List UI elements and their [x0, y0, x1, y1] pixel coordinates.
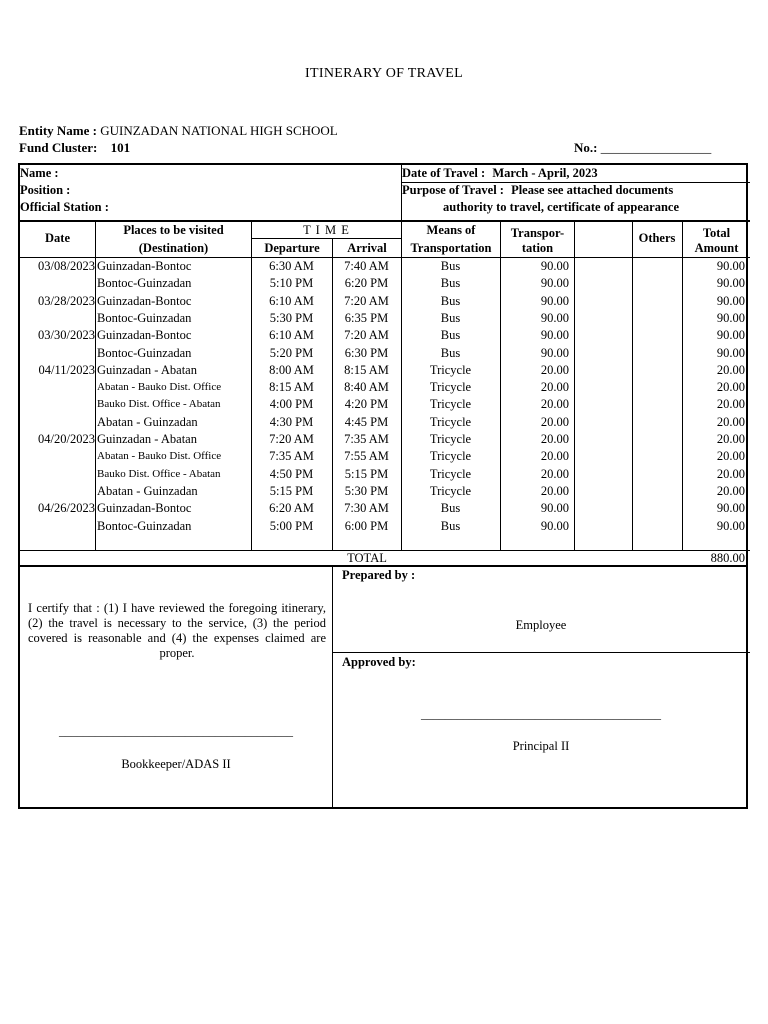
row-means: Tricycle	[429, 483, 472, 498]
row-means: Tricycle	[429, 380, 472, 395]
col-others-header: Others	[638, 231, 676, 245]
row-total-amount: 90.00	[716, 310, 745, 325]
row-means: Bus	[440, 518, 461, 533]
prepared-by-label: Prepared by :	[342, 568, 416, 582]
employee-title: Employee	[515, 618, 567, 632]
principal-signature-line: ________________________________________	[421, 707, 661, 721]
row-total-amount: 90.00	[716, 276, 745, 291]
col-places-header-1: Places to be visited	[123, 223, 224, 237]
row-departure: 5:30 PM	[269, 310, 314, 325]
principal-title: Principal II	[512, 739, 570, 753]
row-arrival: 6:35 PM	[344, 310, 389, 325]
row-departure: 5:15 PM	[269, 483, 314, 498]
entity-name-value: GUINZADAN NATIONAL HIGH SCHOOL	[100, 123, 338, 138]
col-places-header-2: (Destination)	[138, 241, 209, 255]
row-destination: Abatan - Guinzadan	[97, 483, 198, 498]
row-means: Tricycle	[429, 397, 472, 412]
col-means-header-2: Transportation	[410, 241, 492, 255]
row-transportation: 90.00	[540, 345, 569, 360]
row-transportation: 20.00	[540, 397, 569, 412]
entity-name	[19, 123, 338, 139]
row-departure: 6:20 AM	[269, 501, 314, 516]
row-arrival: 8:40 AM	[344, 380, 389, 395]
row-destination: Bauko Dist. Office - Abatan	[97, 467, 221, 480]
row-destination: Bontoc-Guinzadan	[97, 345, 192, 360]
fund-cluster-value: 101	[110, 140, 131, 155]
row-departure: 8:15 AM	[269, 380, 314, 395]
row-date: 04/11/2023	[38, 362, 95, 377]
row-date: 04/20/2023	[38, 432, 95, 446]
page-title: ITINERARY OF TRAVEL	[305, 66, 463, 81]
row-date: 04/26/2023	[38, 501, 95, 516]
row-destination: Abatan - Bauko Dist. Office	[97, 381, 222, 394]
row-transportation: 90.00	[540, 293, 569, 308]
row-destination: Abatan - Bauko Dist. Office	[97, 450, 222, 463]
fund-cluster-label: Fund Cluster:	[19, 140, 98, 155]
row-transportation: 90.00	[540, 518, 569, 533]
row-departure: 4:50 PM	[269, 466, 314, 481]
approved-by-label: Approved by:	[342, 655, 416, 669]
row-total-amount: 20.00	[716, 466, 745, 481]
row-arrival: 7:20 AM	[344, 293, 389, 308]
col-transport-header-1: Transpor-	[510, 226, 565, 240]
row-arrival: 4:20 PM	[344, 397, 389, 412]
row-departure: 5:00 PM	[269, 518, 314, 533]
name-label: Name :	[20, 166, 59, 180]
row-means: Bus	[440, 293, 461, 308]
row-transportation: 90.00	[540, 328, 569, 343]
row-departure: 7:20 AM	[269, 432, 314, 446]
row-means: Tricycle	[429, 432, 472, 446]
row-destination: Guinzadan-Bontoc	[97, 259, 192, 273]
row-total-amount: 90.00	[716, 501, 745, 516]
row-departure: 6:10 AM	[269, 328, 314, 343]
row-arrival: 6:20 PM	[344, 276, 389, 291]
row-destination: Guinzadan-Bontoc	[97, 328, 192, 343]
row-transportation: 20.00	[540, 362, 569, 377]
row-destination: Guinzadan-Bontoc	[97, 293, 192, 308]
row-means: Tricycle	[429, 414, 472, 429]
row-total-amount: 20.00	[716, 362, 745, 377]
row-arrival: 7:35 AM	[344, 432, 389, 446]
bookkeeper-signature-line: _______________________________________	[59, 724, 293, 738]
col-departure-header: Departure	[264, 241, 320, 255]
purpose-of-travel-label: Purpose of Travel :	[402, 183, 504, 197]
purpose-of-travel	[402, 183, 673, 198]
row-total-amount: 20.00	[716, 449, 745, 464]
row-departure: 5:10 PM	[269, 276, 314, 291]
row-total-amount: 90.00	[716, 518, 745, 533]
row-arrival: 7:55 AM	[344, 449, 389, 464]
document-number	[574, 140, 711, 156]
row-transportation: 20.00	[540, 449, 569, 464]
row-destination: Guinzadan-Bontoc	[97, 501, 192, 516]
row-arrival: 6:30 PM	[344, 345, 389, 360]
position-label: Position :	[20, 183, 71, 197]
total-label: TOTAL	[347, 551, 387, 565]
total-value: 880.00	[710, 551, 745, 565]
row-departure: 7:35 AM	[269, 449, 314, 464]
date-of-travel-value: March - April, 2023	[492, 166, 598, 180]
row-means: Bus	[440, 259, 461, 273]
fund-cluster	[19, 140, 130, 156]
row-means: Bus	[440, 501, 461, 516]
row-arrival: 7:40 AM	[344, 259, 389, 273]
row-transportation: 90.00	[540, 276, 569, 291]
row-arrival: 5:15 PM	[344, 466, 389, 481]
document-number-value: _________________	[600, 140, 712, 155]
row-means: Tricycle	[429, 362, 472, 377]
row-arrival: 5:30 PM	[344, 483, 389, 498]
col-total-header-2: Amount	[694, 241, 739, 255]
row-departure: 8:00 AM	[269, 362, 314, 377]
row-transportation: 20.00	[540, 466, 569, 481]
row-means: Bus	[440, 310, 461, 325]
row-means: Bus	[440, 276, 461, 291]
row-date: 03/30/2023	[38, 328, 95, 343]
row-transportation: 20.00	[540, 380, 569, 395]
row-destination: Guinzadan - Abatan	[97, 362, 197, 377]
row-destination: Guinzadan - Abatan	[97, 432, 197, 446]
row-transportation: 20.00	[540, 432, 569, 446]
signature-section	[18, 566, 748, 809]
row-total-amount: 20.00	[716, 380, 745, 395]
official-station-label: Official Station :	[20, 200, 109, 214]
certification-text: I certify that : (1) I have reviewed the foregoing itinerary, (2) the travel is necessary to the service, (3) the period covered is reasonable and (4) the expenses claimed are proper.	[28, 601, 326, 660]
document-number-label: No.:	[574, 140, 598, 155]
row-departure: 5:20 PM	[269, 345, 314, 360]
row-departure: 4:00 PM	[269, 397, 314, 412]
row-departure: 4:30 PM	[269, 414, 314, 429]
purpose-line-1: Please see attached documents	[511, 183, 674, 197]
row-transportation: 20.00	[540, 483, 569, 498]
col-transport-header-2: tation	[521, 241, 554, 255]
row-arrival: 8:15 AM	[344, 362, 389, 377]
row-destination: Bontoc-Guinzadan	[97, 276, 192, 291]
row-destination: Abatan - Guinzadan	[97, 414, 198, 429]
col-total-header-1: Total	[702, 226, 731, 240]
date-of-travel-label: Date of Travel :	[402, 166, 486, 180]
row-means: Tricycle	[429, 449, 472, 464]
row-transportation: 90.00	[540, 259, 569, 273]
row-date: 03/08/2023	[38, 259, 95, 273]
row-arrival: 7:20 AM	[344, 328, 389, 343]
row-destination: Bontoc-Guinzadan	[97, 310, 192, 325]
row-means: Bus	[440, 328, 461, 343]
row-departure: 6:10 AM	[269, 293, 314, 308]
row-total-amount: 20.00	[716, 414, 745, 429]
row-arrival: 6:00 PM	[344, 518, 389, 533]
row-arrival: 4:45 PM	[344, 414, 389, 429]
itinerary-table	[18, 163, 748, 567]
row-transportation: 90.00	[540, 310, 569, 325]
col-means-header-1: Means of	[426, 223, 476, 237]
row-total-amount: 20.00	[716, 397, 745, 412]
row-destination: Bauko Dist. Office - Abatan	[97, 398, 221, 411]
row-means: Tricycle	[429, 466, 472, 481]
col-time-header: T I M E	[303, 223, 350, 237]
row-destination: Bontoc-Guinzadan	[97, 518, 192, 533]
row-means: Bus	[440, 345, 461, 360]
row-total-amount: 20.00	[716, 432, 745, 446]
row-arrival: 7:30 AM	[344, 501, 389, 516]
row-date: 03/28/2023	[38, 293, 95, 308]
row-total-amount: 20.00	[716, 483, 745, 498]
bookkeeper-title: Bookkeeper/ADAS II	[121, 757, 231, 771]
row-departure: 6:30 AM	[269, 259, 314, 273]
row-total-amount: 90.00	[716, 259, 745, 273]
entity-name-label: Entity Name :	[19, 123, 97, 138]
col-date-header: Date	[45, 231, 70, 245]
row-transportation: 90.00	[540, 501, 569, 516]
row-total-amount: 90.00	[716, 328, 745, 343]
row-transportation: 20.00	[540, 414, 569, 429]
row-total-amount: 90.00	[716, 345, 745, 360]
row-total-amount: 90.00	[716, 293, 745, 308]
date-of-travel	[402, 166, 598, 181]
col-arrival-header: Arrival	[347, 241, 387, 255]
purpose-line-2: authority to travel, certificate of appearance	[443, 200, 680, 214]
